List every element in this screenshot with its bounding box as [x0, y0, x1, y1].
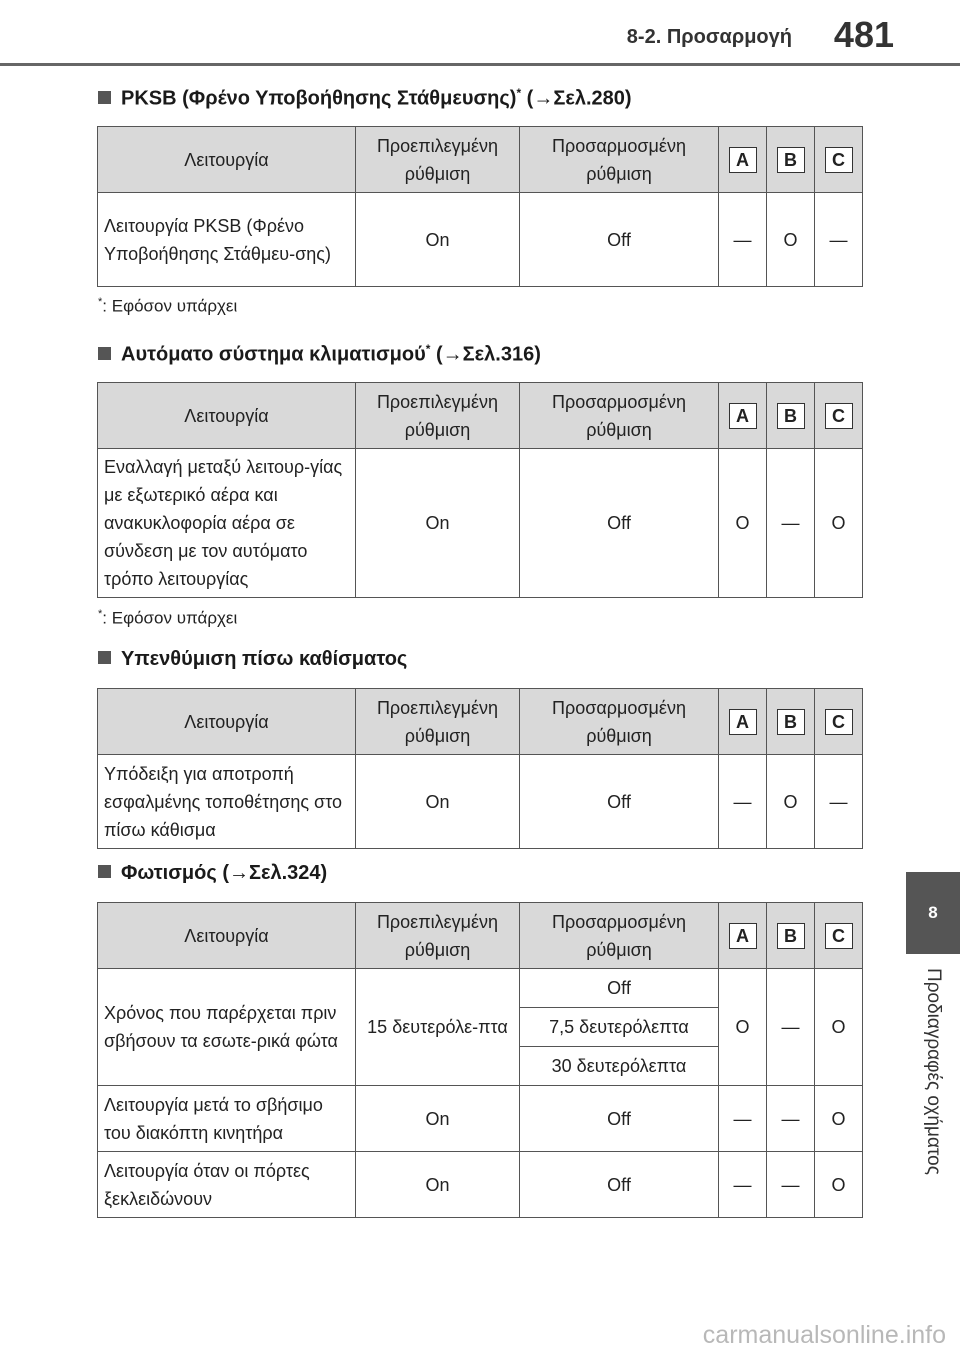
cell-b: —	[767, 969, 815, 1086]
letter-box-c: C	[825, 403, 853, 429]
table-row	[98, 755, 863, 849]
cell-a: —	[719, 193, 767, 287]
cell-a: —	[719, 755, 767, 849]
letter-box-b: B	[777, 147, 805, 173]
page-ref: (→Σελ.324)	[222, 862, 328, 884]
section-title: 8-2. Προσαρμογή	[626, 26, 792, 48]
letter-box-c: C	[825, 709, 853, 735]
cell-default: On	[356, 193, 520, 287]
cell-c: —	[815, 755, 863, 849]
cell-c: —	[815, 193, 863, 287]
section-heading-pksb	[98, 86, 632, 111]
cell-default: On	[356, 1086, 520, 1152]
col-custom: Προσαρμοσμένη ρύθμιση	[520, 689, 719, 755]
cell-custom-option: 30 δευτερόλεπτα	[520, 1047, 719, 1086]
watermark: carmanualsonline.info	[702, 1321, 946, 1349]
table-row	[98, 1086, 863, 1152]
cell-default: On	[356, 1152, 520, 1218]
bullet-square-icon	[98, 347, 111, 360]
bullet-square-icon	[98, 651, 111, 664]
col-b	[767, 383, 815, 449]
col-function: Λειτουργία	[98, 903, 356, 969]
page-header	[0, 0, 960, 66]
cell-c: O	[815, 1152, 863, 1218]
footnote	[98, 608, 237, 629]
section-heading-rear-seat	[98, 648, 407, 671]
letter-box-b: B	[777, 403, 805, 429]
col-a	[719, 127, 767, 193]
cell-default: 15 δευτερόλε-πτα	[356, 969, 520, 1086]
footnote-star: *	[98, 296, 103, 308]
heading-text: Υπενθύμιση πίσω καθίσματος	[121, 648, 408, 670]
cell-b: O	[767, 755, 815, 849]
bullet-square-icon	[98, 865, 111, 878]
cell-b: —	[767, 1152, 815, 1218]
page-ref: (→Σελ.280)	[526, 87, 632, 110]
table-header-row	[98, 689, 863, 755]
footnote-marker: *	[425, 342, 431, 356]
cell-custom: Off	[520, 1152, 719, 1218]
cell-function: Λειτουργία PKSB (Φρένο Υποβοήθησης Στάθμευ-σης)	[98, 193, 356, 287]
footnote-marker: *	[516, 86, 522, 100]
col-b	[767, 127, 815, 193]
cell-b: —	[767, 449, 815, 598]
cell-a: O	[719, 969, 767, 1086]
header-rule	[0, 63, 960, 66]
cell-a: O	[719, 449, 767, 598]
table-row	[98, 1152, 863, 1218]
cell-function: Εναλλαγή μεταξύ λειτουρ-γίας με εξωτερικό αέρα και ανακυκλοφορία αέρα σε σύνδεση με τον αυτόματο τρόπο λειτουργίας	[98, 449, 356, 598]
heading-text: PKSB (Φρένο Υποβοήθησης Στάθμευσης)	[121, 87, 517, 110]
col-c	[815, 127, 863, 193]
col-c	[815, 903, 863, 969]
chapter-tab: 8	[906, 872, 960, 954]
cell-a: —	[719, 1086, 767, 1152]
letter-box-c: C	[825, 923, 853, 949]
cell-custom: Off	[520, 193, 719, 287]
cell-function: Λειτουργία όταν οι πόρτες ξεκλειδώνουν	[98, 1152, 356, 1218]
cell-function: Χρόνος που παρέρχεται πριν σβήσουν τα εσωτε-ρικά φώτα	[98, 969, 356, 1086]
col-custom: Προσαρμοσμένη ρύθμιση	[520, 127, 719, 193]
cell-custom: Off	[520, 755, 719, 849]
footnote-text: : Εφόσον υπάρχει	[102, 296, 238, 316]
heading-text: Φωτισμός	[121, 862, 217, 884]
cell-b: O	[767, 193, 815, 287]
col-c	[815, 689, 863, 755]
col-function: Λειτουργία	[98, 689, 356, 755]
letter-box-a: A	[729, 709, 757, 735]
col-custom: Προσαρμοσμένη ρύθμιση	[520, 383, 719, 449]
col-a	[719, 383, 767, 449]
cell-custom: Off	[520, 1086, 719, 1152]
cell-a: —	[719, 1152, 767, 1218]
cell-custom-option: Off	[520, 969, 719, 1008]
cell-default: On	[356, 755, 520, 849]
cell-c: O	[815, 449, 863, 598]
heading-text: Αυτόματο σύστημα κλιματισμού	[121, 343, 426, 366]
col-default: Προεπιλεγμένη ρύθμιση	[356, 689, 520, 755]
footnote-text: : Εφόσον υπάρχει	[102, 608, 238, 628]
table-climate	[97, 382, 863, 598]
footnote	[98, 296, 237, 317]
letter-box-a: A	[729, 403, 757, 429]
section-heading-lighting	[98, 862, 327, 885]
col-default: Προεπιλεγμένη ρύθμιση	[356, 383, 520, 449]
table-row	[98, 969, 863, 1008]
col-b	[767, 903, 815, 969]
footnote-star: *	[98, 608, 103, 620]
col-default: Προεπιλεγμένη ρύθμιση	[356, 127, 520, 193]
col-default: Προεπιλεγμένη ρύθμιση	[356, 903, 520, 969]
cell-default: On	[356, 449, 520, 598]
col-c	[815, 383, 863, 449]
table-header-row	[98, 903, 863, 969]
table-lighting	[97, 902, 863, 1218]
col-function: Λειτουργία	[98, 383, 356, 449]
col-custom: Προσαρμοσμένη ρύθμιση	[520, 903, 719, 969]
cell-c: O	[815, 1086, 863, 1152]
col-function: Λειτουργία	[98, 127, 356, 193]
col-a	[719, 903, 767, 969]
table-row	[98, 193, 863, 287]
chapter-label: Προδιαγραφές οχήματος	[923, 968, 944, 1175]
table-header-row	[98, 383, 863, 449]
cell-custom-option: 7,5 δευτερόλεπτα	[520, 1008, 719, 1047]
table-row	[98, 449, 863, 598]
letter-box-b: B	[777, 709, 805, 735]
cell-function: Λειτουργία μετά το σβήσιμο του διακόπτη κινητήρα	[98, 1086, 356, 1152]
table-rear-seat	[97, 688, 863, 849]
col-b	[767, 689, 815, 755]
page-ref: (→Σελ.316)	[436, 343, 541, 366]
page-number: 481	[833, 14, 894, 55]
table-header-row	[98, 127, 863, 193]
letter-box-a: A	[729, 147, 757, 173]
letter-box-b: B	[777, 923, 805, 949]
table-pksb	[97, 126, 863, 287]
bullet-square-icon	[98, 91, 111, 104]
letter-box-c: C	[825, 147, 853, 173]
section-heading-climate	[98, 342, 541, 367]
cell-function: Υπόδειξη για αποτροπή εσφαλμένης τοποθέτησης στο πίσω κάθισμα	[98, 755, 356, 849]
col-a	[719, 689, 767, 755]
letter-box-a: A	[729, 923, 757, 949]
cell-c: O	[815, 969, 863, 1086]
cell-b: —	[767, 1086, 815, 1152]
cell-custom: Off	[520, 449, 719, 598]
